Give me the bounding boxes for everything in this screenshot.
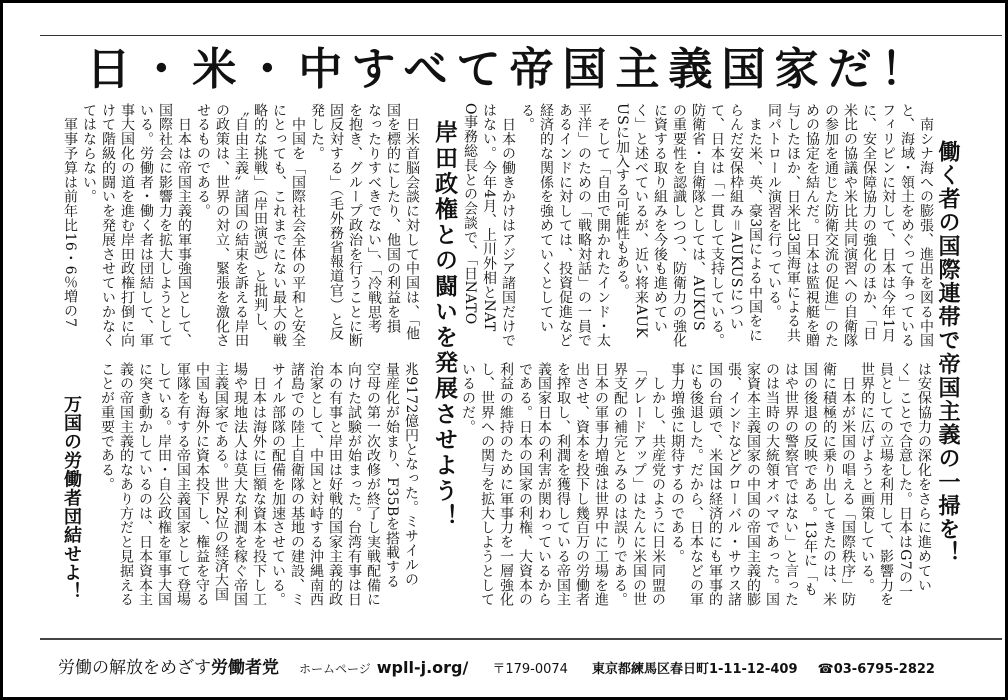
text-column: 日本の軍事力増強は世界中に工場を進 xyxy=(593,362,609,607)
text-column: 兆9172億円となった。ミサイルの xyxy=(403,362,419,587)
text-column: に資する取り組みを今後も進めてい xyxy=(652,103,668,334)
slogan-workers-unite: 万国の労働者団結せよ！ xyxy=(61,395,82,601)
text-column: 日本が米国の唱える「国際秩序」防 xyxy=(840,362,856,607)
article-block-upper-right xyxy=(460,103,935,348)
text-column: 略的な挑戦」（岸田演説）と批判し、 xyxy=(252,103,268,341)
phone-number: ☎03-6795-2822 xyxy=(817,662,935,677)
text-column: なったりすべきでない」、「冷戦思考 xyxy=(366,103,382,334)
text-column: く」と述べているが、近い将来AUK xyxy=(633,103,649,339)
text-column: 軍隊を有する帝国主義国家として登場 xyxy=(175,362,191,607)
text-column: 利益の維持のために軍事力を一層強化 xyxy=(498,362,514,607)
text-column: しかし、共産党のように日米同盟の xyxy=(650,362,666,607)
text-column: ことが重要である。 xyxy=(99,362,115,492)
text-column: と、海域・領土をめぐって争っている xyxy=(899,103,915,348)
text-column: 軍事予算は前年比16・6％増の7 xyxy=(62,103,78,328)
homepage-link[interactable]: wpll-j.org/ xyxy=(376,658,469,677)
text-column: 世界的に広げようと画策している。 xyxy=(859,362,875,593)
text-column: 家資本主義国家の中国の帝国主義的膨 xyxy=(745,362,761,607)
text-column: 中国を「国際社会全体の平和と安全 xyxy=(290,103,306,348)
text-column: 量産化が始まり、F35Bを搭載する xyxy=(384,362,400,589)
text-column: の参加を通じた防衛交流の促進」のた xyxy=(823,103,839,348)
address: 東京都練馬区春日町1-11-12-409 xyxy=(591,662,798,677)
text-column: また米、英、豪3国による中国をに xyxy=(747,103,763,343)
text-column: 空母の第一次改修が終了し実戦配備に xyxy=(365,362,381,607)
text-column: 主義国家である。世界2位の経済大国 xyxy=(213,362,229,602)
text-column: る。 xyxy=(519,103,535,132)
footer-slogan: 労働の解放をめざす xyxy=(58,658,211,678)
text-column: く」ことで合意した。日本はG7の一 xyxy=(897,362,913,599)
top-rule xyxy=(40,35,1002,36)
heading-international-solidarity: 働く者の国際連帯で帝国主義の一掃を！ xyxy=(935,140,961,565)
text-column: いる。労働者・働く者は団結して、軍 xyxy=(138,103,154,348)
text-column: 米比の協議や米比共同演習への自衛隊 xyxy=(842,103,858,348)
article-block-lower-left xyxy=(97,362,420,607)
text-column: 衛に積極的に乗り出してきたのは、米 xyxy=(821,362,837,607)
text-column: 本の有事と岸田は好戦的国家主義的政 xyxy=(327,362,343,607)
article-block-lower-right xyxy=(458,362,933,607)
text-column: の政策は、世界の対立、緊張を激化さ xyxy=(214,103,230,348)
text-column: はや世界の警察官ではない」と言った xyxy=(783,362,799,607)
text-column: O事務総長との会談で、「日NATO xyxy=(462,103,478,325)
text-column: 国の後退の反映である。13年に「も xyxy=(802,362,818,597)
footer xyxy=(58,653,935,678)
text-column: てはならない。 xyxy=(81,103,97,204)
text-column: はない。今年4月、上川外相とNAT xyxy=(481,103,497,332)
text-column: 〝自由主義〟諸国の結束を訴える岸田 xyxy=(233,103,249,348)
text-column: 防衛省・自衛隊としては、AUKUS xyxy=(690,103,706,332)
text-column: 国際社会に影響力を拡大しようとして xyxy=(157,103,173,348)
page-title: 日・米・中すべて帝国主義国家だ！ xyxy=(86,44,934,95)
bottom-rule xyxy=(40,638,1002,640)
article-block-upper-left xyxy=(60,103,421,348)
text-column: 発した。 xyxy=(309,103,325,161)
party-name: 労働者党 xyxy=(211,658,279,678)
text-column: 治家として、中国と対峙する沖縄南西 xyxy=(308,362,324,607)
text-column: にも後退した。だから、日本などの軍 xyxy=(688,362,704,607)
text-column: 義の帝国主義的なあり方だと見据える xyxy=(118,362,134,607)
text-column: 張、インドなどグローバル・サウス諸 xyxy=(726,362,742,607)
text-column: 与したほか、日米比3国海軍による共 xyxy=(785,103,801,343)
text-column: 事力増強に期待するのである。 xyxy=(669,362,685,564)
text-column: に、安全保障協力の強化のほか、「日 xyxy=(861,103,877,341)
text-column: 南シナ海への膨張、進出を図る中国 xyxy=(918,103,934,348)
text-column: サイル部隊の配備を加速させている。 xyxy=(270,362,286,607)
text-column: にとっても、これまでにない最大の戦 xyxy=(271,103,287,348)
text-column: 事大国化の道を進む岸田政権打倒に向 xyxy=(119,103,135,348)
text-column: いるのだ。 xyxy=(460,362,476,434)
text-column: て、日本は「一貫して支持している。 xyxy=(709,103,725,348)
homepage-label: ホームページ xyxy=(299,662,371,676)
text-column: を抱き、グループ政治を行うことに断 xyxy=(347,103,363,348)
text-column: のは当時の大統領オバマであった。国 xyxy=(764,362,780,607)
text-column: である。日本の国家の利権、大資本の xyxy=(517,362,533,607)
text-column: 員としての立場を利用して、影響力を xyxy=(878,362,894,607)
text-column: 経済的な関係を強めていくとしてい xyxy=(538,103,554,334)
text-column: 固反対する」（毛外務省報道官）と反 xyxy=(328,103,344,341)
text-column: 国を標的にしたり、他国の利益を損 xyxy=(385,103,401,334)
text-column: し、世界への関与を拡大しようとして xyxy=(479,362,495,607)
text-column: 日米首脳会談に対して中国は、「他 xyxy=(404,103,420,341)
text-column: USに加入する可能性もある。 xyxy=(614,103,630,298)
text-column: せるものである。 xyxy=(195,103,211,219)
text-column: らんだ安保枠組み＝AUKUSについ xyxy=(728,103,744,332)
text-column: 出させ、資本を投下し幾百万の労働者 xyxy=(574,362,590,607)
text-column: 平洋」のための「戦略対話」の一員で xyxy=(576,103,592,348)
text-column: めの協定を結んだ。日本は監視艇を贈 xyxy=(804,103,820,348)
text-column: 日本の働きかけはアジア諸国だけで xyxy=(500,103,516,348)
text-column: 日本は帝国主義的軍事強国として、 xyxy=(176,103,192,348)
text-column: 国の台頭で、米国は経済的にも軍事的 xyxy=(707,362,723,607)
text-column: を搾取し、利潤を獲得している帝国主 xyxy=(555,362,571,607)
text-column: 界支配の補完とみるのは誤りである。 xyxy=(612,362,628,607)
text-column: は安保協力の深化をさらに進めてい xyxy=(916,362,932,593)
text-column: 「グレードアップ」はたんに米国の世 xyxy=(631,362,647,607)
text-column: 向けた試験が始まった。台湾有事は日 xyxy=(346,362,362,607)
text-column: フィリピンに対して、日本は今年1月 xyxy=(880,103,896,343)
text-column: そして「自由で開かれたインド・太 xyxy=(595,103,611,348)
text-column: に突き動かしているのは、日本資本主 xyxy=(137,362,153,607)
text-column: あるインドに対しては、投資促進など xyxy=(557,103,573,348)
text-column: の重要性を認識しつつ、防衛力の強化 xyxy=(671,103,687,348)
text-column: けて階級的闘いを発展させていかなく xyxy=(100,103,116,348)
postal-code: 〒179-0074 xyxy=(492,662,568,677)
text-column: 日本は海外に巨額な資本を投下し工 xyxy=(251,362,267,607)
text-column: 諸島での陸上自衛隊の基地の建設、ミ xyxy=(289,362,305,607)
text-column: 義国家日本の利害が関わっているから xyxy=(536,362,552,607)
heading-fight-kishida: 岸田政権との闘いを発展させよう！ xyxy=(431,120,458,530)
text-column: 場や現地法人は莫大な利潤を稼ぐ帝国 xyxy=(232,362,248,607)
text-column: 同パトロール演習を行っている。 xyxy=(766,103,782,319)
text-column: している。岸田・自公政権を軍事大国 xyxy=(156,362,172,607)
text-column: 中国も海外に資本投下し、権益を守る xyxy=(194,362,210,607)
